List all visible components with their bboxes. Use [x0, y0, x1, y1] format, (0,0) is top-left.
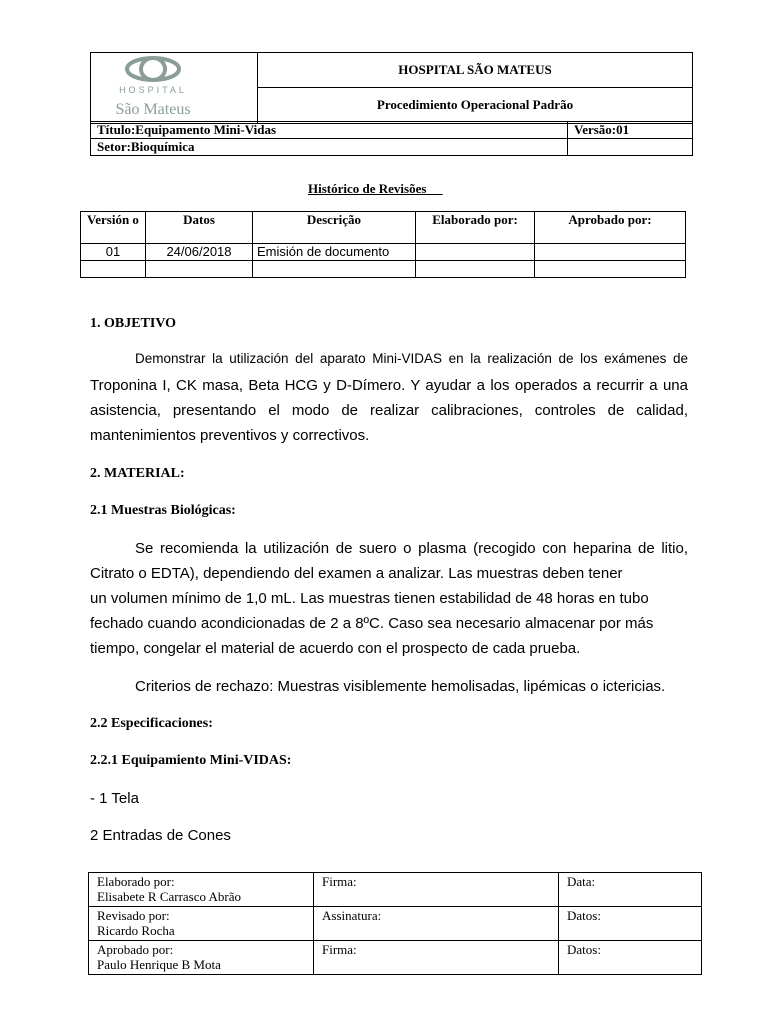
signature-row: [89, 941, 702, 975]
empty-cell: [568, 139, 693, 156]
paragraph-line: tiempo, congelar el material de acuerdo con el prospecto de cada prueba.: [90, 640, 581, 657]
signature-row: [89, 873, 702, 907]
paragraph-line: Se recomienda la utilización de suero o plasma (recogido con heparina de litio,: [135, 540, 688, 557]
revision-history-title: Histórico de Revisões: [308, 181, 427, 196]
signature-role-cell: [89, 907, 314, 941]
document-sector: Setor:Bioquímica: [91, 139, 568, 156]
table-row: [81, 261, 686, 278]
signature-role: Elaborado por:: [97, 874, 175, 889]
signature-role: Aprobado por:: [97, 942, 174, 957]
section-heading-especificaciones: 2.2 Especificaciones:: [90, 716, 213, 731]
col-header-descricao: Descrição: [253, 212, 416, 244]
signature-role-cell: [89, 873, 314, 907]
logo-text-bottom: São Mateus: [115, 101, 191, 118]
table-cell: 24/06/2018: [146, 244, 253, 261]
table-cell: [416, 261, 535, 278]
col-header-datos: Datos: [146, 212, 253, 244]
table-cell: [146, 261, 253, 278]
signature-name: Ricardo Rocha: [97, 923, 175, 938]
col-header-elaborado: Elaborado por:: [416, 212, 535, 244]
paragraph-line: Demonstrar la utilización del aparato Mini-VIDAS en la realización de los exámenes de: [135, 351, 688, 366]
document-type: Procedimiento Operacional Padrão: [258, 87, 693, 123]
list-item: 2 Entradas de Cones: [90, 827, 231, 844]
signature-sign-label: Firma:: [314, 873, 559, 907]
signature-sign-label: Assinatura:: [314, 907, 559, 941]
section-heading-muestras: 2.1 Muestras Biológicas:: [90, 503, 236, 518]
logo-cell: [91, 53, 258, 124]
document-header: [90, 52, 693, 124]
table-cell: [81, 261, 146, 278]
hospital-logo: [91, 53, 257, 119]
hospital-name: HOSPITAL SÃO MATEUS: [258, 53, 693, 88]
section-heading-equipamiento: 2.2.1 Equipamiento Mini-VIDAS:: [90, 753, 292, 768]
paragraph-line: Citrato o EDTA), dependiendo del examen a analizar. Las muestras deben tener: [90, 565, 623, 582]
table-cell: [253, 261, 416, 278]
paragraph-line: asistencia, presentando el modo de realizar calibraciones, controles de calidad,: [90, 402, 688, 419]
col-header-version: Versión o: [81, 212, 146, 244]
col-header-aprobado: Aprobado por:: [535, 212, 686, 244]
revision-table: [80, 211, 686, 278]
section-heading-objetivo: 1. OBJETIVO: [90, 316, 177, 331]
signature-name: Elisabete R Carrasco Abrão: [97, 889, 242, 904]
table-cell: 01: [81, 244, 146, 261]
paragraph-line: un volumen mínimo de 1,0 mL. Las muestras tienen estabilidad de 48 horas en tubo: [90, 590, 649, 607]
table-row: [81, 244, 686, 261]
document-meta: [90, 121, 693, 156]
signature-date-label: Data:: [559, 873, 702, 907]
signature-row: [89, 907, 702, 941]
signature-sign-label: Firma:: [314, 941, 559, 975]
document-version: Versão:01: [568, 122, 693, 139]
signature-role-cell: [89, 941, 314, 975]
paragraph-line: mantenimientos preventivos y correctivos.: [90, 427, 370, 444]
rejection-criteria: Criterios de rechazo: Muestras visiblemente hemolisadas, lipémicas o ictericias.: [135, 678, 666, 695]
signature-name: Paulo Henrique B Mota: [97, 957, 221, 972]
signature-date-label: Datos:: [559, 941, 702, 975]
table-cell: [416, 244, 535, 261]
signature-table: [88, 872, 702, 975]
table-cell: [535, 244, 686, 261]
signature-date-label: Datos:: [559, 907, 702, 941]
logo-text-top: HOSPITAL: [119, 85, 187, 95]
list-item: - 1 Tela: [90, 790, 139, 807]
paragraph-line: fechado cuando acondicionadas de 2 a 8ºC. Caso sea necesario almacenar por más: [90, 615, 654, 632]
table-cell: Emisión de documento: [253, 244, 416, 261]
section-heading-material: 2. MATERIAL:: [90, 466, 185, 481]
paragraph-line: Troponina I, CK masa, Beta HCG y D-Dímero. Y ayudar a los operados a recurrir a una: [90, 377, 688, 394]
signature-role: Revisado por:: [97, 908, 170, 923]
document-title: Título:Equipamento Mini-Vidas: [91, 122, 568, 139]
revision-history-heading: [308, 181, 443, 197]
table-cell: [535, 261, 686, 278]
